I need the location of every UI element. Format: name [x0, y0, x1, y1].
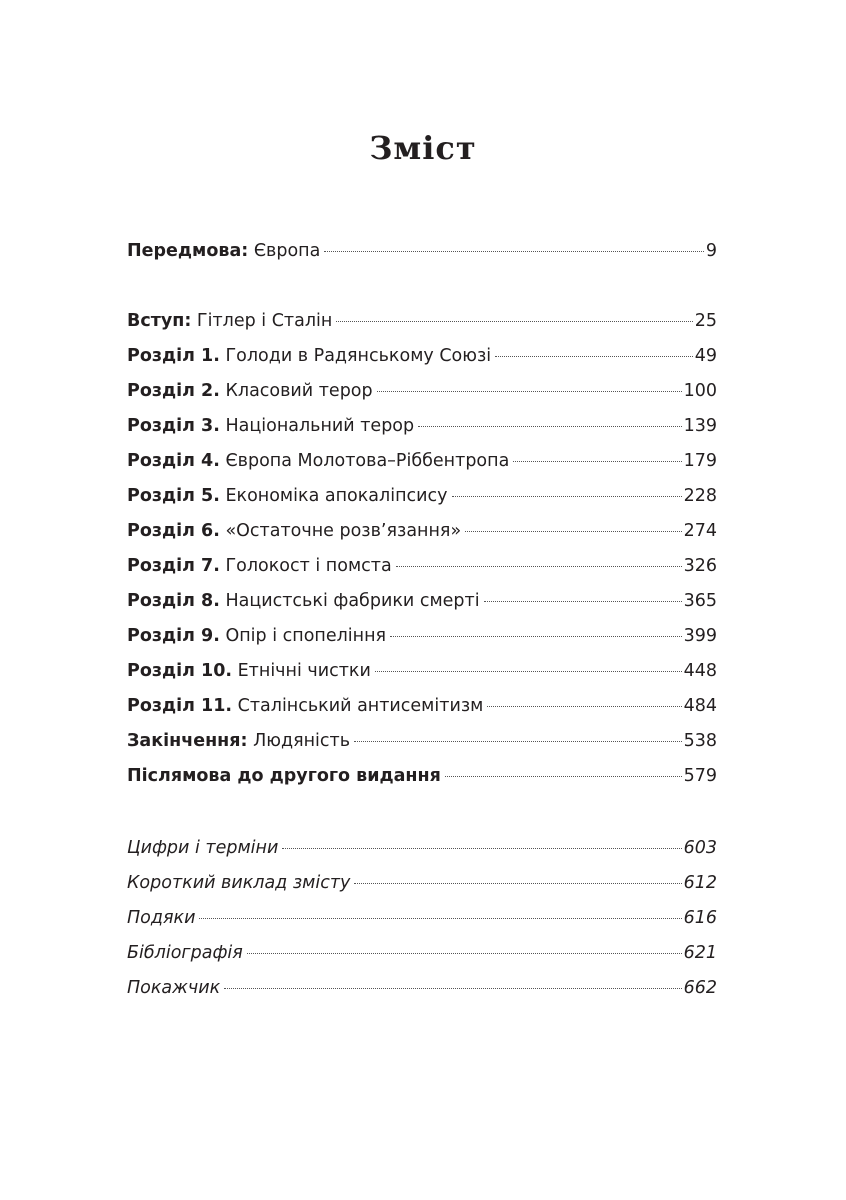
toc-entry-title: Європа Молотова–Ріббентропа: [219, 451, 510, 471]
toc-entry-label: [127, 621, 386, 651]
toc-entry-label: [127, 341, 491, 371]
toc-entry-page: 448: [683, 661, 717, 681]
toc-entry-label: [127, 586, 480, 616]
dot-leader: [452, 496, 682, 497]
toc-entry-title: Короткий виклад змісту: [127, 873, 351, 893]
toc-entry-conclusion: [127, 726, 717, 756]
toc-entry-label: [127, 446, 509, 476]
toc-entry-title: Етнічні чистки: [232, 661, 371, 681]
toc-entry-title: Опір і спопеління: [219, 626, 387, 646]
toc-entry-chapter-3: [127, 411, 717, 441]
toc-entry-title: Подяки: [127, 908, 196, 928]
toc-entry-prefix: Розділ 1.: [127, 346, 220, 366]
toc-entry-page: 179: [683, 451, 717, 471]
toc-entry-chapter-4: [127, 446, 717, 476]
toc-entry-summary: [127, 868, 717, 898]
dot-leader: [465, 531, 681, 532]
dot-leader: [336, 321, 692, 322]
dot-leader: [445, 776, 682, 777]
toc-entry-page: 139: [683, 416, 717, 436]
toc-entry-label: [127, 306, 332, 336]
toc-entry-page: 399: [683, 626, 717, 646]
toc-entry-prefix: Розділ 11.: [127, 696, 233, 716]
toc-entry-page: 603: [683, 838, 717, 858]
toc-entry-title: Покажчик: [127, 978, 221, 998]
dot-leader: [513, 461, 681, 462]
toc-entry-label: [127, 761, 441, 791]
dot-leader: [354, 741, 682, 742]
toc-entry-label: [127, 516, 461, 546]
toc-entry-title: «Остаточне розв’язання»: [219, 521, 462, 541]
toc-entry-prefix: Післямова до другого видання: [127, 766, 441, 786]
toc-entry-title: Бібліографія: [127, 943, 243, 963]
toc-entry-label: [127, 551, 392, 581]
dot-leader: [375, 671, 682, 672]
toc-entry-page: 25: [694, 311, 717, 331]
toc-entry-introduction: [127, 306, 717, 336]
dot-leader: [487, 706, 681, 707]
toc-entry-page: 662: [683, 978, 717, 998]
dot-leader: [354, 883, 681, 884]
dot-leader: [390, 636, 682, 637]
toc-entry-title: Цифри і терміни: [127, 838, 279, 858]
toc-entry-chapter-8: [127, 586, 717, 616]
toc-entry-chapter-2: [127, 376, 717, 406]
toc-entry-prefix: Розділ 5.: [127, 486, 220, 506]
toc-entry-label: [127, 376, 373, 406]
toc-entry-index: [127, 973, 717, 1003]
toc-entry-page: 365: [683, 591, 717, 611]
toc-entry-bibliography: [127, 938, 717, 968]
dot-leader: [377, 391, 682, 392]
page-title: Зміст: [369, 129, 477, 167]
toc-entry-prefix: Розділ 6.: [127, 521, 220, 541]
toc-entry-acknowledgements: [127, 903, 717, 933]
toc-entry-prefix: Розділ 2.: [127, 381, 220, 401]
toc-entry-prefix: Розділ 7.: [127, 556, 220, 576]
toc-entry-prefix: Розділ 3.: [127, 416, 220, 436]
toc-entry-prefix: Закінчення:: [127, 731, 248, 751]
toc-entry-title: Людяність: [247, 731, 351, 751]
dot-leader: [324, 251, 704, 252]
toc-entry-title: Європа: [248, 241, 321, 261]
toc-entry-label: [127, 656, 371, 686]
toc-entry-title: Голоди в Радянському Союзі: [219, 346, 492, 366]
toc-entry-label: [127, 726, 350, 756]
dot-leader: [418, 426, 681, 427]
toc-entry-prefix: Передмова:: [127, 241, 249, 261]
toc-entry-page: 612: [683, 873, 717, 893]
toc-entry-page: 616: [683, 908, 717, 928]
toc-entry-title: Голокост і помста: [219, 556, 392, 576]
toc-entry-afterword: [127, 761, 717, 791]
toc-entry-chapter-6: [127, 516, 717, 546]
toc-entry-page: 484: [683, 696, 717, 716]
toc-entry-chapter-9: [127, 621, 717, 651]
toc-entry-prefix: Розділ 9.: [127, 626, 220, 646]
toc-entry-preface: [127, 236, 717, 266]
toc-entry-page: 538: [683, 731, 717, 751]
dot-leader: [495, 356, 693, 357]
toc-entry-numbers-and-terms: [127, 833, 717, 863]
toc-entry-prefix: Вступ:: [127, 311, 192, 331]
toc-entry-page: 326: [683, 556, 717, 576]
toc-entry-title: Сталінський антисемітизм: [232, 696, 484, 716]
toc-entry-title: Національний терор: [219, 416, 415, 436]
toc-entry-title: Економіка апокаліпсису: [219, 486, 448, 506]
toc-entry-page: 228: [683, 486, 717, 506]
toc-entry-chapter-7: [127, 551, 717, 581]
toc-entry-title: Гітлер і Сталін: [191, 311, 333, 331]
toc-entry-prefix: Розділ 8.: [127, 591, 220, 611]
dot-leader: [396, 566, 682, 567]
toc-entry-chapter-10: [127, 656, 717, 686]
dot-leader: [247, 953, 682, 954]
toc-entry-label: [127, 411, 414, 441]
toc-entry-page: 274: [683, 521, 717, 541]
toc-entry-chapter-1: [127, 341, 717, 371]
toc-entry-label: [127, 691, 483, 721]
dot-leader: [484, 601, 682, 602]
dot-leader: [199, 918, 681, 919]
dot-leader: [224, 988, 681, 989]
toc-entry-page: 621: [683, 943, 717, 963]
toc-entry-page: 49: [694, 346, 717, 366]
toc-entry-label: [127, 481, 448, 511]
toc-entry-prefix: Розділ 4.: [127, 451, 220, 471]
toc-entry-page: 100: [683, 381, 717, 401]
toc-entry-page: 9: [705, 241, 717, 261]
toc-entry-chapter-11: [127, 691, 717, 721]
toc-entry-page: 579: [683, 766, 717, 786]
toc-entry-title: Нацистські фабрики смерті: [219, 591, 480, 611]
dot-leader: [282, 848, 681, 849]
toc-entry-title: Класовий терор: [219, 381, 373, 401]
toc-entry-prefix: Розділ 10.: [127, 661, 233, 681]
toc-entry-label: [127, 236, 320, 266]
toc-entry-chapter-5: [127, 481, 717, 511]
